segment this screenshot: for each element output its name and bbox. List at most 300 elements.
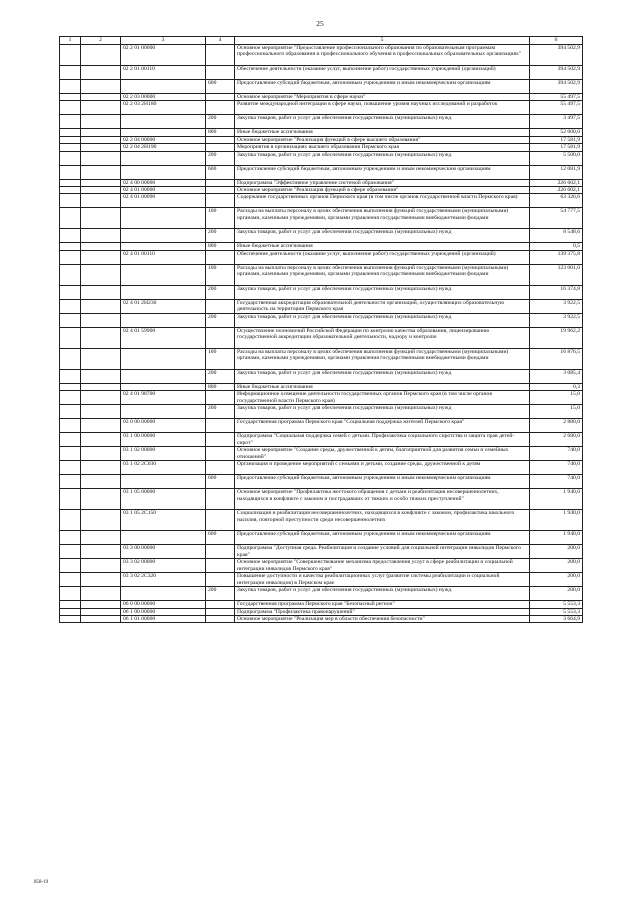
table-row [60, 144, 583, 151]
header-cell: 1 [60, 37, 81, 45]
row-col1-cell [60, 115, 81, 129]
row-col2-cell [81, 94, 121, 101]
row-col2-cell [81, 151, 121, 165]
item-name-cell: Подпрограмма "Доступная среда. Реабилитация и создание условий для социальной интеграции инвалидов Пермского края" [235, 545, 530, 559]
row-col2-cell [81, 45, 121, 66]
row-col1-cell [60, 313, 81, 327]
table-row [60, 151, 583, 165]
amount-cell: 3 497,5 [530, 115, 583, 129]
amount-cell: 5 500,0 [530, 151, 583, 165]
header-cell: 6 [530, 37, 583, 45]
amount-cell: 200,0 [530, 573, 583, 587]
row-col1-cell [60, 461, 81, 475]
expense-type-cell: 800 [206, 383, 235, 390]
row-col1-cell [60, 369, 81, 383]
amount-cell: 55 497,5 [530, 94, 583, 101]
expense-type-cell [206, 391, 235, 405]
item-name-cell: Основное мероприятие "Реализация функций в сфере высшего образования" [235, 136, 530, 143]
table-row [60, 285, 583, 299]
item-name-cell: Подпрограмма "Профилактика правонарушений" [235, 608, 530, 615]
amount-cell: 17 581,9 [530, 136, 583, 143]
row-col2-cell [81, 313, 121, 327]
table-row [60, 66, 583, 80]
item-name-cell: Закупка товаров, работ и услуг для обеспечения государственных (муниципальных) нужд [235, 229, 530, 243]
row-col1-cell [60, 391, 81, 405]
target-article-cell: 03 3 02 00000 [121, 559, 206, 573]
row-col1-cell [60, 66, 81, 80]
row-col1-cell [60, 327, 81, 348]
row-col1-cell [60, 447, 81, 461]
table-row [60, 136, 583, 143]
row-col2-cell [81, 383, 121, 390]
table-row [60, 475, 583, 489]
table-row [60, 299, 583, 313]
row-col1-cell [60, 264, 81, 285]
target-article-cell [121, 243, 206, 250]
table-row [60, 405, 583, 419]
header-cell: 5 [235, 37, 530, 45]
target-article-cell: 02 4 01 2Н230 [121, 299, 206, 313]
table-row [60, 391, 583, 405]
target-article-cell: 03 1 02 00000 [121, 447, 206, 461]
row-col2-cell [81, 80, 121, 94]
amount-cell: 200,0 [530, 545, 583, 559]
table-row [60, 559, 583, 573]
item-name-cell: Предоставление субсидий бюджетным, автономным учреждениям и иным некоммерческим организациям [235, 165, 530, 179]
table-row [60, 187, 583, 194]
expense-type-cell [206, 510, 235, 531]
table-row [60, 45, 583, 66]
table-row [60, 510, 583, 531]
table-row [60, 545, 583, 559]
amount-cell: 19 962,2 [530, 327, 583, 348]
expense-type-cell [206, 179, 235, 186]
row-col1-cell [60, 601, 81, 608]
expense-type-cell: 100 [206, 264, 235, 285]
row-col2-cell [81, 208, 121, 229]
amount-cell: 740,0 [530, 461, 583, 475]
amount-cell: 15,0 [530, 391, 583, 405]
header-cell: 4 [206, 37, 235, 45]
item-name-cell: Предоставление субсидий бюджетным, автономным учреждениям и иным некоммерческим организациям [235, 475, 530, 489]
table-row [60, 179, 583, 186]
item-name-cell: Расходы на выплаты персоналу в целях обеспечения выполнения функций государственными (муниципальными) органами, казенными учреждениями, органами управления государственными внебюджетными фондами [235, 264, 530, 285]
expense-type-cell: 200 [206, 151, 235, 165]
item-name-cell: Основное мероприятие "Реализация мер в области обеспечения безопасности" [235, 616, 530, 623]
row-col2-cell [81, 531, 121, 545]
item-name-cell: Основное мероприятие "Предоставление профессионального образования по образовательным программам профессионального образования и профессионального обучения в профессиональных образовательных организациях" [235, 45, 530, 66]
item-name-cell: Основное мероприятие "Реализация функций в сфере образования" [235, 187, 530, 194]
item-name-cell: Обеспечение деятельности (оказание услуг, выполнение работ) государственных учреждений (организаций) [235, 250, 530, 264]
item-name-cell: Предоставление субсидий бюджетным, автономным учреждениям и иным некоммерческим организациям [235, 80, 530, 94]
amount-cell: 200,0 [530, 559, 583, 573]
row-col1-cell [60, 194, 81, 208]
row-col2-cell [81, 391, 121, 405]
target-article-cell: 06 1 00 00000 [121, 608, 206, 615]
item-name-cell: Организация и проведение мероприятий с семьями и детьми, создание среды, дружественной к детям [235, 461, 530, 475]
item-name-cell: Иные бюджетные ассигнования [235, 383, 530, 390]
row-col2-cell [81, 66, 121, 80]
expense-type-cell [206, 299, 235, 313]
row-col1-cell [60, 299, 81, 313]
target-article-cell: 02 2 04 2Н190 [121, 144, 206, 151]
row-col1-cell [60, 80, 81, 94]
expense-type-cell [206, 136, 235, 143]
amount-cell: 740,0 [530, 447, 583, 461]
row-col2-cell [81, 447, 121, 461]
item-name-cell: Иные бюджетные ассигнования [235, 129, 530, 136]
row-col2-cell [81, 115, 121, 129]
table-row [60, 264, 583, 285]
row-col2-cell [81, 608, 121, 615]
table-row [60, 327, 583, 348]
item-name-cell: Социализация и реабилитация несовершеннолетних, находящихся в конфликте с законом, профилактика школьного насилия, повторной преступности среди несовершеннолетних [235, 510, 530, 531]
row-col1-cell [60, 45, 81, 66]
amount-cell: 63 326,6 [530, 194, 583, 208]
amount-cell: 1 940,0 [530, 489, 583, 510]
amount-cell: 740,0 [530, 475, 583, 489]
table-row [60, 419, 583, 433]
row-col2-cell [81, 229, 121, 243]
amount-cell: 5 553,3 [530, 601, 583, 608]
row-col1-cell [60, 510, 81, 531]
row-col1-cell [60, 405, 81, 419]
target-article-cell: 02 2 01 00110 [121, 66, 206, 80]
table-row [60, 94, 583, 101]
expense-type-cell: 100 [206, 348, 235, 369]
row-col2-cell [81, 187, 121, 194]
row-col1-cell [60, 616, 81, 623]
expense-type-cell: 200 [206, 285, 235, 299]
table-row [60, 115, 583, 129]
target-article-cell [121, 383, 206, 390]
row-col2-cell [81, 129, 121, 136]
row-col1-cell [60, 383, 81, 390]
header-row [60, 37, 583, 45]
expense-type-cell: 600 [206, 475, 235, 489]
item-name-cell: Государственная программа Пермского края "Безопасный регион" [235, 601, 530, 608]
row-col2-cell [81, 433, 121, 447]
row-col2-cell [81, 243, 121, 250]
expense-type-cell [206, 101, 235, 115]
expense-type-cell: 800 [206, 129, 235, 136]
row-col1-cell [60, 179, 81, 186]
expense-type-cell: 800 [206, 243, 235, 250]
item-name-cell: Обеспечение деятельности (оказание услуг, выполнение работ) государственных учреждений (организаций) [235, 66, 530, 80]
expense-type-cell [206, 433, 235, 447]
row-col2-cell [81, 545, 121, 559]
row-col2-cell [81, 475, 121, 489]
item-name-cell: Закупка товаров, работ и услуг для обеспечения государственных (муниципальных) нужд [235, 313, 530, 327]
target-article-cell: 06 1 01 00000 [121, 616, 206, 623]
table-body [60, 45, 583, 623]
item-name-cell: Иные бюджетные ассигнования [235, 243, 530, 250]
expense-type-cell [206, 45, 235, 66]
row-col2-cell [81, 405, 121, 419]
page-number: 25 [316, 19, 324, 28]
item-name-cell: Расходы на выплаты персоналу в целях обеспечения выполнения функций государственными (муниципальными) органами, казенными учреждениями, органами управления государственными внебюджетными фондами [235, 348, 530, 369]
row-col2-cell [81, 264, 121, 285]
target-article-cell: 02 4 01 00090 [121, 194, 206, 208]
expense-type-cell: 200 [206, 587, 235, 601]
expense-type-cell [206, 559, 235, 573]
table-row [60, 433, 583, 447]
expense-type-cell [206, 616, 235, 623]
row-col2-cell [81, 285, 121, 299]
target-article-cell: 03 0 00 00000 [121, 419, 206, 433]
amount-cell: 0,3 [530, 383, 583, 390]
table-row [60, 531, 583, 545]
table-row [60, 489, 583, 510]
amount-cell: 3 922,5 [530, 313, 583, 327]
row-col1-cell [60, 151, 81, 165]
item-name-cell: Основное мероприятие "Мероприятия в сфере науки" [235, 94, 530, 101]
table-row [60, 348, 583, 369]
row-col1-cell [60, 285, 81, 299]
row-col2-cell [81, 510, 121, 531]
row-col1-cell [60, 136, 81, 143]
expense-type-cell: 100 [206, 208, 235, 229]
amount-cell: 16 876,5 [530, 348, 583, 369]
target-article-cell [121, 129, 206, 136]
row-col2-cell [81, 369, 121, 383]
row-col1-cell [60, 475, 81, 489]
amount-cell: 12 081,9 [530, 165, 583, 179]
row-col2-cell [81, 587, 121, 601]
row-col2-cell [81, 136, 121, 143]
amount-cell: 52 000,0 [530, 129, 583, 136]
target-article-cell [121, 587, 206, 601]
row-col2-cell [81, 616, 121, 623]
amount-cell: 3 664,9 [530, 616, 583, 623]
item-name-cell: Закупка товаров, работ и услуг для обеспечения государственных (муниципальных) нужд [235, 369, 530, 383]
row-col2-cell [81, 559, 121, 573]
item-name-cell: Государственная программа Пермского края "Социальная поддержка жителей Пермского края" [235, 419, 530, 433]
row-col2-cell [81, 299, 121, 313]
amount-cell: 394 502,9 [530, 45, 583, 66]
target-article-cell [121, 369, 206, 383]
row-col1-cell [60, 559, 81, 573]
row-col1-cell [60, 587, 81, 601]
expense-type-cell [206, 489, 235, 510]
table-row [60, 208, 583, 229]
amount-cell: 200,0 [530, 587, 583, 601]
target-article-cell: 02 4 01 98700 [121, 391, 206, 405]
amount-cell: 226 602,1 [530, 179, 583, 186]
amount-cell: 2 680,0 [530, 433, 583, 447]
table-row [60, 369, 583, 383]
expense-type-cell [206, 187, 235, 194]
item-name-cell: Развитие международной интеграции в сфере науки, повышение уровня научных исследований и разработок [235, 101, 530, 115]
target-article-cell: 02 4 01 00110 [121, 250, 206, 264]
row-col1-cell [60, 433, 81, 447]
row-col1-cell [60, 165, 81, 179]
target-article-cell: 03 3 02 2С320 [121, 573, 206, 587]
table-row [60, 165, 583, 179]
row-col2-cell [81, 179, 121, 186]
target-article-cell: 03 1 02 2С030 [121, 461, 206, 475]
item-name-cell: Повышение доступности и качества реабилитационных услуг (развитие системы реабилитации и социальной интеграции инвалидов) в Пермском крае [235, 573, 530, 587]
target-article-cell [121, 80, 206, 94]
target-article-cell [121, 229, 206, 243]
item-name-cell: Основное мероприятие "Создание среды, дружественной к детям, благоприятной для развития семьи и семейных отношений" [235, 447, 530, 461]
table-row [60, 447, 583, 461]
expense-type-cell [206, 608, 235, 615]
amount-cell: 226 602,1 [530, 187, 583, 194]
expense-type-cell [206, 250, 235, 264]
row-col1-cell [60, 94, 81, 101]
target-article-cell [121, 531, 206, 545]
amount-cell: 55 497,5 [530, 101, 583, 115]
item-name-cell: Расходы на выплаты персоналу в целях обеспечения выполнения функций государственными (муниципальными) органами, казенными учреждениями, органами управления государственными внебюджетными фондами [235, 208, 530, 229]
row-col2-cell [81, 489, 121, 510]
table-row [60, 80, 583, 94]
target-article-cell [121, 151, 206, 165]
expense-type-cell [206, 66, 235, 80]
amount-cell: 8 548,6 [530, 229, 583, 243]
budget-table [59, 36, 582, 623]
row-col2-cell [81, 194, 121, 208]
row-col2-cell [81, 165, 121, 179]
target-article-cell: 02 2 01 00000 [121, 45, 206, 66]
amount-cell: 16 374,8 [530, 285, 583, 299]
item-name-cell: Подпрограмма "Социальная поддержка семей с детьми. Профилактика социального сиротства и защита прав детей-сирот" [235, 433, 530, 447]
item-name-cell: Основное мероприятие "Профилактика жестокого обращения с детьми и реабилитация несовершеннолетних, находящихся в конфликте с законом и пострадавших от тяжких и особо тяжких преступлений" [235, 489, 530, 510]
table-row [60, 587, 583, 601]
table-row [60, 313, 583, 327]
target-article-cell: 03 1 05 00000 [121, 489, 206, 510]
row-col1-cell [60, 545, 81, 559]
row-col1-cell [60, 489, 81, 510]
target-article-cell: 02 4 01 59900 [121, 327, 206, 348]
expense-type-cell [206, 601, 235, 608]
amount-cell: 5 553,3 [530, 608, 583, 615]
expense-type-cell [206, 419, 235, 433]
row-col2-cell [81, 250, 121, 264]
expense-type-cell: 200 [206, 313, 235, 327]
amount-cell: 54 777,5 [530, 208, 583, 229]
target-article-cell: 02 2 03 2Н180 [121, 101, 206, 115]
row-col2-cell [81, 144, 121, 151]
amount-cell: 1 940,0 [530, 531, 583, 545]
header-cell: 3 [121, 37, 206, 45]
target-article-cell: 03 1 05 2С150 [121, 510, 206, 531]
table-row [60, 229, 583, 243]
table-row [60, 383, 583, 390]
expense-type-cell [206, 573, 235, 587]
expense-type-cell: 600 [206, 531, 235, 545]
target-article-cell: 03 3 00 00000 [121, 545, 206, 559]
target-article-cell [121, 348, 206, 369]
target-article-cell [121, 313, 206, 327]
amount-cell: 0,5 [530, 243, 583, 250]
row-col1-cell [60, 348, 81, 369]
table-row [60, 101, 583, 115]
amount-cell: 2 880,0 [530, 419, 583, 433]
target-article-cell [121, 165, 206, 179]
item-name-cell: Государственная аккредитация образовательной деятельности организаций, осуществляющих образовательную деятельность на территории Пермского края [235, 299, 530, 313]
target-article-cell [121, 475, 206, 489]
expense-type-cell [206, 447, 235, 461]
table-row [60, 250, 583, 264]
item-name-cell: Закупка товаров, работ и услуг для обеспечения государственных (муниципальных) нужд [235, 405, 530, 419]
target-article-cell [121, 115, 206, 129]
target-article-cell: 02 2 03 00000 [121, 94, 206, 101]
amount-cell: 123 001,0 [530, 264, 583, 285]
table-row [60, 129, 583, 136]
table-row [60, 608, 583, 615]
item-name-cell: Основное мероприятие "Совершенствование механизма предоставления услуг в сфере реабилитации и социальной интеграции инвалидов Пермского края" [235, 559, 530, 573]
row-col1-cell [60, 573, 81, 587]
table-row [60, 601, 583, 608]
expense-type-cell: 200 [206, 115, 235, 129]
amount-cell: 3 085,4 [530, 369, 583, 383]
item-name-cell: Осуществление полномочий Российской Федерации по контролю качества образования, лицензированию государственной аккредитации образовательной деятельности, надзору и контролю [235, 327, 530, 348]
row-col1-cell [60, 531, 81, 545]
amount-cell: 17 581,9 [530, 144, 583, 151]
target-article-cell: 02 4 00 00000 [121, 179, 206, 186]
table-row [60, 573, 583, 587]
target-article-cell [121, 405, 206, 419]
item-name-cell: Закупка товаров, работ и услуг для обеспечения государственных (муниципальных) нужд [235, 151, 530, 165]
item-name-cell: Закупка товаров, работ и услуг для обеспечения государственных (муниципальных) нужд [235, 115, 530, 129]
amount-cell: 394 502,9 [530, 66, 583, 80]
row-col2-cell [81, 601, 121, 608]
amount-cell: 3 922,5 [530, 299, 583, 313]
item-name-cell: Содержание государственных органов Пермского края (в том числе органов государственной власти Пермского края) [235, 194, 530, 208]
table-row [60, 194, 583, 208]
target-article-cell: 03 1 00 00000 [121, 433, 206, 447]
amount-cell: 1 940,0 [530, 510, 583, 531]
expense-type-cell [206, 194, 235, 208]
table-row [60, 616, 583, 623]
header-cell: 2 [81, 37, 121, 45]
target-article-cell [121, 208, 206, 229]
item-name-cell: Подпрограмма "Эффективное управление системой образования" [235, 179, 530, 186]
row-col1-cell [60, 144, 81, 151]
target-article-cell [121, 285, 206, 299]
table-row [60, 243, 583, 250]
row-col2-cell [81, 101, 121, 115]
target-article-cell: 06 0 00 00000 [121, 601, 206, 608]
row-col1-cell [60, 187, 81, 194]
footer-code: 858-19 [34, 880, 49, 885]
item-name-cell: Закупка товаров, работ и услуг для обеспечения государственных (муниципальных) нужд [235, 285, 530, 299]
row-col2-cell [81, 419, 121, 433]
amount-cell: 15,0 [530, 405, 583, 419]
expense-type-cell [206, 327, 235, 348]
expense-type-cell: 200 [206, 405, 235, 419]
row-col1-cell [60, 208, 81, 229]
row-col2-cell [81, 461, 121, 475]
row-col2-cell [81, 573, 121, 587]
row-col1-cell [60, 250, 81, 264]
table-row [60, 461, 583, 475]
row-col1-cell [60, 608, 81, 615]
target-article-cell: 02 2 04 00000 [121, 136, 206, 143]
row-col2-cell [81, 327, 121, 348]
item-name-cell: Информационное освещение деятельности государственных органов Пермского края (в том числе органов государственной власти Пермского края) [235, 391, 530, 405]
expense-type-cell: 600 [206, 165, 235, 179]
expense-type-cell: 200 [206, 369, 235, 383]
amount-cell: 394 502,9 [530, 80, 583, 94]
expense-type-cell [206, 144, 235, 151]
target-article-cell: 02 4 01 00000 [121, 187, 206, 194]
item-name-cell: Предоставление субсидий бюджетным, автономным учреждениям и иным некоммерческим организациям [235, 531, 530, 545]
row-col1-cell [60, 243, 81, 250]
expense-type-cell: 600 [206, 80, 235, 94]
expense-type-cell [206, 545, 235, 559]
